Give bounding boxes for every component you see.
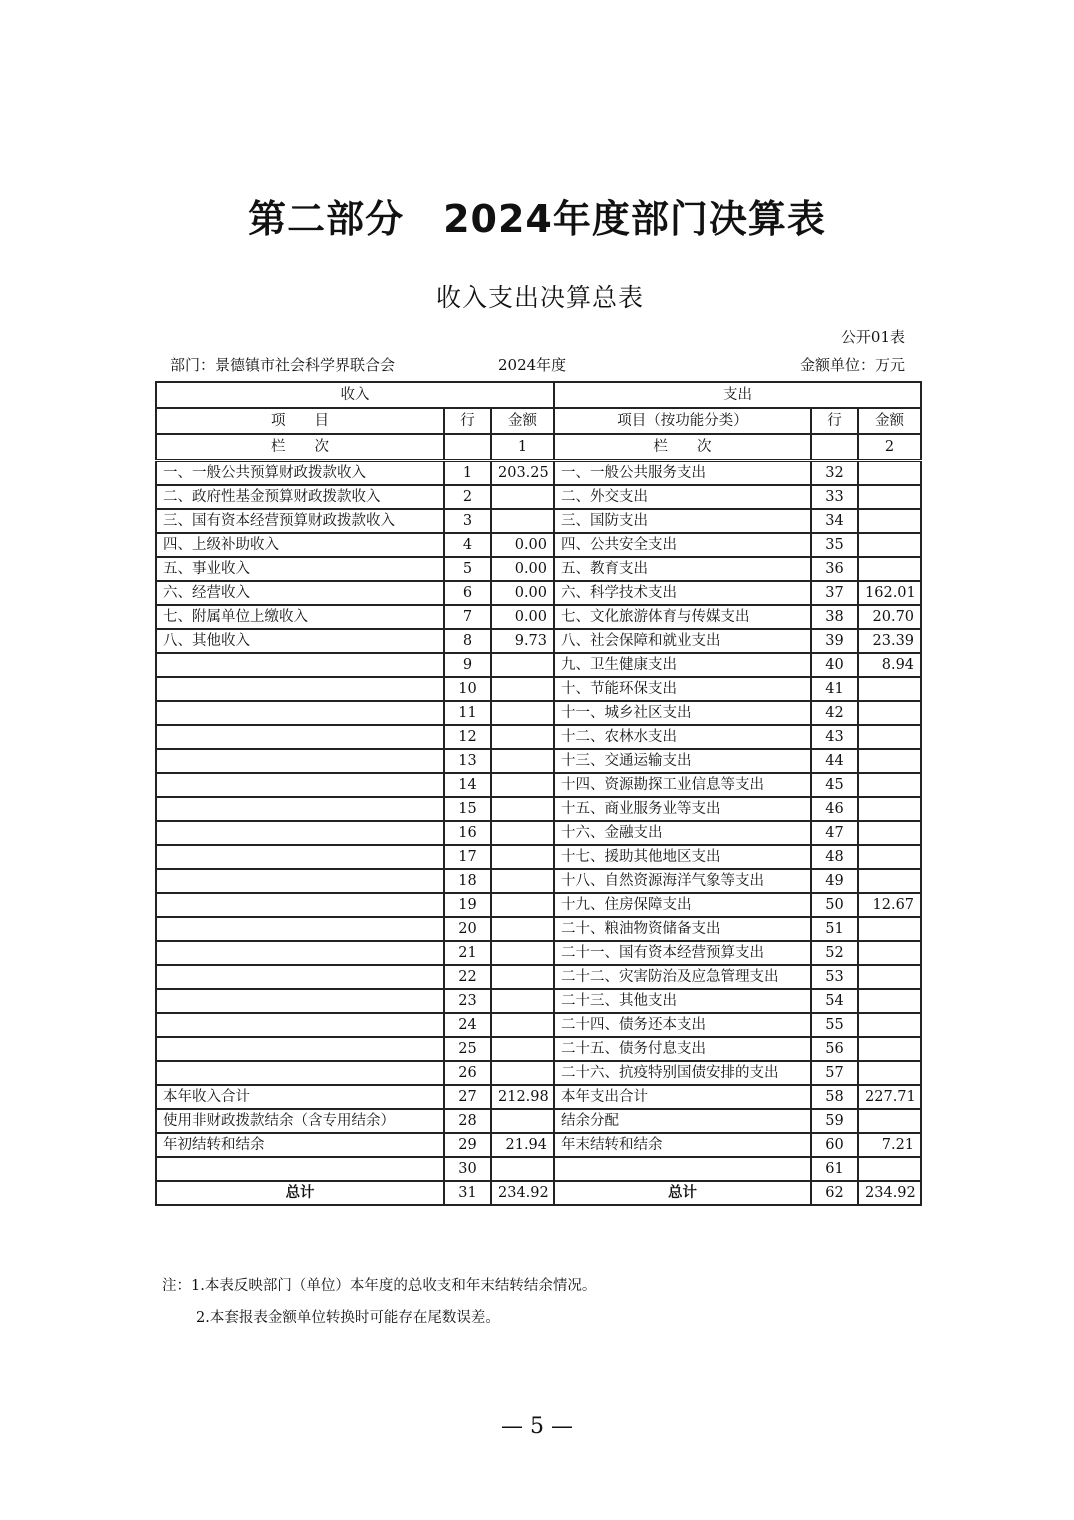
income-item-cell: 八、其他收入 bbox=[156, 629, 444, 653]
expense-item-cell: 二十三、其他支出 bbox=[554, 989, 811, 1013]
income-item-cell: 年初结转和结余 bbox=[156, 1133, 444, 1157]
expense-line-cell: 36 bbox=[811, 557, 858, 581]
unit-label: 金额单位：万元 bbox=[799, 356, 905, 374]
main-title: 第二部分 2024年度部门决算表 bbox=[248, 197, 826, 241]
expense-line-cell: 43 bbox=[811, 725, 858, 749]
table-row bbox=[156, 509, 921, 533]
expense-amount-cell bbox=[858, 773, 921, 797]
year-label: 2024年度 bbox=[498, 356, 567, 374]
table-row bbox=[156, 1109, 921, 1133]
income-line-cell: 21 bbox=[444, 941, 491, 965]
income-amount-cell: 203.25 bbox=[491, 461, 554, 486]
expense-line-cell: 57 bbox=[811, 1061, 858, 1085]
income-line-cell: 15 bbox=[444, 797, 491, 821]
meta-row bbox=[170, 354, 905, 376]
income-item-cell bbox=[156, 773, 444, 797]
expense-amount-cell bbox=[858, 725, 921, 749]
income-item-cell: 六、经营收入 bbox=[156, 581, 444, 605]
expense-amount-cell bbox=[858, 869, 921, 893]
income-expense-table bbox=[155, 381, 922, 1206]
expense-index-label: 栏 次 bbox=[554, 434, 811, 461]
table-row bbox=[156, 461, 921, 486]
expense-amount-cell bbox=[858, 1013, 921, 1037]
expense-amount-cell bbox=[858, 917, 921, 941]
table-row bbox=[156, 989, 921, 1013]
column-header-row bbox=[156, 408, 921, 434]
income-amount-cell bbox=[491, 821, 554, 845]
expense-amount-cell: 12.67 bbox=[858, 893, 921, 917]
income-item-cell bbox=[156, 917, 444, 941]
expense-amount-cell bbox=[858, 1037, 921, 1061]
income-item-cell: 二、政府性基金预算财政拨款收入 bbox=[156, 485, 444, 509]
income-line-cell: 2 bbox=[444, 485, 491, 509]
expense-line-cell: 38 bbox=[811, 605, 858, 629]
expense-amount-cell bbox=[858, 1061, 921, 1085]
income-line-cell: 9 bbox=[444, 653, 491, 677]
expense-item-cell: 二十四、债务还本支出 bbox=[554, 1013, 811, 1037]
income-item-cell bbox=[156, 725, 444, 749]
income-line-cell: 5 bbox=[444, 557, 491, 581]
table-row bbox=[156, 1037, 921, 1061]
income-index-amount: 1 bbox=[491, 434, 554, 461]
income-amount-cell bbox=[491, 797, 554, 821]
expense-item-cell: 一、一般公共服务支出 bbox=[554, 461, 811, 486]
income-line-cell: 8 bbox=[444, 629, 491, 653]
expense-line-cell: 44 bbox=[811, 749, 858, 773]
income-amount-cell: 21.94 bbox=[491, 1133, 554, 1157]
income-item-cell bbox=[156, 869, 444, 893]
expense-item-cell: 二十一、国有资本经营预算支出 bbox=[554, 941, 811, 965]
expense-item-cell: 六、科学技术支出 bbox=[554, 581, 811, 605]
expense-item-cell: 十、节能环保支出 bbox=[554, 677, 811, 701]
expense-amount-cell: 8.94 bbox=[858, 653, 921, 677]
expense-line-cell: 60 bbox=[811, 1133, 858, 1157]
income-line-cell: 11 bbox=[444, 701, 491, 725]
expense-amount-cell bbox=[858, 509, 921, 533]
table-row bbox=[156, 533, 921, 557]
table-row bbox=[156, 1013, 921, 1037]
expense-line-cell: 62 bbox=[811, 1181, 858, 1205]
income-amount-cell bbox=[491, 485, 554, 509]
column-index-row bbox=[156, 434, 921, 461]
expense-amount-cell bbox=[858, 677, 921, 701]
income-item-header: 项 目 bbox=[156, 408, 444, 434]
expense-item-cell: 二十、粮油物资储备支出 bbox=[554, 917, 811, 941]
expense-line-cell: 54 bbox=[811, 989, 858, 1013]
table-row bbox=[156, 725, 921, 749]
income-amount-cell bbox=[491, 941, 554, 965]
note-1: 注：1.本表反映部门（单位）本年度的总收支和年末结转结余情况。 bbox=[162, 1278, 597, 1294]
expense-amount-header: 金额 bbox=[858, 408, 921, 434]
income-line-cell: 16 bbox=[444, 821, 491, 845]
income-item-cell bbox=[156, 1061, 444, 1085]
income-item-cell: 总计 bbox=[156, 1181, 444, 1205]
income-item-cell bbox=[156, 653, 444, 677]
expense-item-cell: 二十六、抗疫特别国债安排的支出 bbox=[554, 1061, 811, 1085]
income-item-cell bbox=[156, 965, 444, 989]
income-group-header: 收入 bbox=[156, 382, 554, 408]
income-amount-cell: 0.00 bbox=[491, 581, 554, 605]
expense-line-cell: 40 bbox=[811, 653, 858, 677]
income-amount-cell: 0.00 bbox=[491, 557, 554, 581]
expense-amount-cell bbox=[858, 845, 921, 869]
table-row bbox=[156, 917, 921, 941]
expense-item-cell: 九、卫生健康支出 bbox=[554, 653, 811, 677]
income-line-cell: 24 bbox=[444, 1013, 491, 1037]
income-line-cell: 25 bbox=[444, 1037, 491, 1061]
expense-line-cell: 61 bbox=[811, 1157, 858, 1181]
expense-item-cell: 十三、交通运输支出 bbox=[554, 749, 811, 773]
income-line-cell: 4 bbox=[444, 533, 491, 557]
page-number: — 5 — bbox=[501, 1414, 573, 1439]
income-item-cell bbox=[156, 893, 444, 917]
income-line-cell: 20 bbox=[444, 917, 491, 941]
income-line-cell: 27 bbox=[444, 1085, 491, 1109]
table-row bbox=[156, 821, 921, 845]
income-line-cell: 29 bbox=[444, 1133, 491, 1157]
income-item-cell bbox=[156, 797, 444, 821]
expense-amount-cell bbox=[858, 557, 921, 581]
income-line-cell: 19 bbox=[444, 893, 491, 917]
income-amount-cell bbox=[491, 1109, 554, 1133]
income-line-cell: 31 bbox=[444, 1181, 491, 1205]
expense-line-cell: 41 bbox=[811, 677, 858, 701]
income-item-cell bbox=[156, 1157, 444, 1181]
expense-amount-cell bbox=[858, 797, 921, 821]
expense-amount-cell bbox=[858, 701, 921, 725]
income-amount-cell bbox=[491, 749, 554, 773]
income-line-cell: 22 bbox=[444, 965, 491, 989]
expense-amount-cell: 20.70 bbox=[858, 605, 921, 629]
income-item-cell: 使用非财政拨款结余（含专用结余） bbox=[156, 1109, 444, 1133]
income-item-cell: 三、国有资本经营预算财政拨款收入 bbox=[156, 509, 444, 533]
table-row bbox=[156, 965, 921, 989]
expense-line-cell: 55 bbox=[811, 1013, 858, 1037]
table-row bbox=[156, 797, 921, 821]
total-row bbox=[156, 1181, 921, 1205]
expense-item-cell bbox=[554, 1157, 811, 1181]
table-row bbox=[156, 1085, 921, 1109]
expense-amount-cell bbox=[858, 821, 921, 845]
expense-line-cell: 47 bbox=[811, 821, 858, 845]
income-item-cell bbox=[156, 701, 444, 725]
income-amount-cell bbox=[491, 1013, 554, 1037]
income-line-cell: 14 bbox=[444, 773, 491, 797]
income-item-cell: 一、一般公共预算财政拨款收入 bbox=[156, 461, 444, 486]
expense-item-cell: 总计 bbox=[554, 1181, 811, 1205]
expense-amount-cell: 227.71 bbox=[858, 1085, 921, 1109]
expense-item-cell: 二、外交支出 bbox=[554, 485, 811, 509]
income-amount-cell bbox=[491, 725, 554, 749]
expense-amount-cell bbox=[858, 749, 921, 773]
expense-item-cell: 十四、资源勘探工业信息等支出 bbox=[554, 773, 811, 797]
expense-item-cell: 三、国防支出 bbox=[554, 509, 811, 533]
income-line-cell: 17 bbox=[444, 845, 491, 869]
income-line-cell: 10 bbox=[444, 677, 491, 701]
income-amount-cell bbox=[491, 677, 554, 701]
income-amount-cell bbox=[491, 989, 554, 1013]
income-amount-cell bbox=[491, 509, 554, 533]
expense-amount-cell bbox=[858, 989, 921, 1013]
table-row bbox=[156, 605, 921, 629]
income-amount-cell: 234.92 bbox=[491, 1181, 554, 1205]
expense-line-cell: 39 bbox=[811, 629, 858, 653]
expense-line-header: 行 bbox=[811, 408, 858, 434]
expense-item-cell: 八、社会保障和就业支出 bbox=[554, 629, 811, 653]
expense-amount-cell bbox=[858, 533, 921, 557]
table-row bbox=[156, 749, 921, 773]
expense-line-cell: 56 bbox=[811, 1037, 858, 1061]
income-line-cell: 7 bbox=[444, 605, 491, 629]
income-item-cell: 四、上级补助收入 bbox=[156, 533, 444, 557]
income-item-cell: 七、附属单位上缴收入 bbox=[156, 605, 444, 629]
income-amount-cell bbox=[491, 701, 554, 725]
table-row bbox=[156, 893, 921, 917]
income-amount-cell bbox=[491, 1157, 554, 1181]
income-amount-cell bbox=[491, 653, 554, 677]
expense-item-cell: 十一、城乡社区支出 bbox=[554, 701, 811, 725]
note-2: 2.本套报表金额单位转换时可能存在尾数误差。 bbox=[196, 1310, 500, 1326]
income-item-cell bbox=[156, 749, 444, 773]
income-line-cell: 30 bbox=[444, 1157, 491, 1181]
expense-item-cell: 十五、商业服务业等支出 bbox=[554, 797, 811, 821]
income-index-line bbox=[444, 434, 491, 461]
income-amount-cell bbox=[491, 773, 554, 797]
income-item-cell bbox=[156, 941, 444, 965]
table-row bbox=[156, 701, 921, 725]
income-line-cell: 28 bbox=[444, 1109, 491, 1133]
income-amount-cell: 9.73 bbox=[491, 629, 554, 653]
sub-title: 收入支出决算总表 bbox=[435, 283, 644, 312]
notes bbox=[162, 1276, 596, 1340]
table-row bbox=[156, 1157, 921, 1181]
expense-amount-cell bbox=[858, 461, 921, 486]
expense-item-cell: 年末结转和结余 bbox=[554, 1133, 811, 1157]
expense-item-cell: 本年支出合计 bbox=[554, 1085, 811, 1109]
table-row bbox=[156, 773, 921, 797]
expense-amount-cell bbox=[858, 965, 921, 989]
income-amount-cell bbox=[491, 965, 554, 989]
expense-line-cell: 59 bbox=[811, 1109, 858, 1133]
income-index-label: 栏 次 bbox=[156, 434, 444, 461]
income-item-cell: 五、事业收入 bbox=[156, 557, 444, 581]
table-row bbox=[156, 485, 921, 509]
expense-line-cell: 49 bbox=[811, 869, 858, 893]
department-label: 部门：景德镇市社会科学界联合会 bbox=[170, 356, 396, 374]
expense-line-cell: 48 bbox=[811, 845, 858, 869]
income-amount-cell bbox=[491, 1037, 554, 1061]
income-item-cell bbox=[156, 989, 444, 1013]
expense-index-line bbox=[811, 434, 858, 461]
expense-line-cell: 37 bbox=[811, 581, 858, 605]
income-item-cell bbox=[156, 1037, 444, 1061]
expense-item-cell: 二十五、债务付息支出 bbox=[554, 1037, 811, 1061]
expense-line-cell: 50 bbox=[811, 893, 858, 917]
table-row bbox=[156, 869, 921, 893]
income-line-cell: 26 bbox=[444, 1061, 491, 1085]
expense-line-cell: 32 bbox=[811, 461, 858, 486]
income-line-cell: 3 bbox=[444, 509, 491, 533]
table-row bbox=[156, 677, 921, 701]
table-row bbox=[156, 581, 921, 605]
income-amount-cell bbox=[491, 869, 554, 893]
form-code: 公开01表 bbox=[840, 328, 905, 346]
expense-group-header: 支出 bbox=[554, 382, 921, 408]
table-row bbox=[156, 1061, 921, 1085]
expense-item-cell: 十九、住房保障支出 bbox=[554, 893, 811, 917]
income-line-cell: 23 bbox=[444, 989, 491, 1013]
expense-amount-cell: 234.92 bbox=[858, 1181, 921, 1205]
expense-line-cell: 33 bbox=[811, 485, 858, 509]
table-row bbox=[156, 653, 921, 677]
income-line-cell: 6 bbox=[444, 581, 491, 605]
income-amount-cell: 0.00 bbox=[491, 533, 554, 557]
expense-amount-cell: 162.01 bbox=[858, 581, 921, 605]
expense-line-cell: 42 bbox=[811, 701, 858, 725]
table-row bbox=[156, 629, 921, 653]
expense-line-cell: 53 bbox=[811, 965, 858, 989]
expense-amount-cell bbox=[858, 1109, 921, 1133]
table-row bbox=[156, 1133, 921, 1157]
table-row bbox=[156, 845, 921, 869]
income-item-cell: 本年收入合计 bbox=[156, 1085, 444, 1109]
expense-line-cell: 34 bbox=[811, 509, 858, 533]
expense-line-cell: 58 bbox=[811, 1085, 858, 1109]
income-line-header: 行 bbox=[444, 408, 491, 434]
expense-index-amount: 2 bbox=[858, 434, 921, 461]
income-line-cell: 12 bbox=[444, 725, 491, 749]
expense-item-cell: 五、教育支出 bbox=[554, 557, 811, 581]
income-item-cell bbox=[156, 845, 444, 869]
income-line-cell: 1 bbox=[444, 461, 491, 486]
expense-item-cell: 十二、农林水支出 bbox=[554, 725, 811, 749]
income-amount-cell bbox=[491, 917, 554, 941]
expense-item-cell: 七、文化旅游体育与传媒支出 bbox=[554, 605, 811, 629]
expense-line-cell: 46 bbox=[811, 797, 858, 821]
expense-amount-cell bbox=[858, 941, 921, 965]
expense-amount-cell bbox=[858, 485, 921, 509]
expense-amount-cell: 23.39 bbox=[858, 629, 921, 653]
table-row bbox=[156, 941, 921, 965]
expense-item-cell: 十六、金融支出 bbox=[554, 821, 811, 845]
expense-item-cell: 十七、援助其他地区支出 bbox=[554, 845, 811, 869]
income-item-cell bbox=[156, 821, 444, 845]
income-line-cell: 18 bbox=[444, 869, 491, 893]
income-line-cell: 13 bbox=[444, 749, 491, 773]
expense-line-cell: 45 bbox=[811, 773, 858, 797]
expense-amount-cell bbox=[858, 1157, 921, 1181]
income-item-cell bbox=[156, 677, 444, 701]
expense-line-cell: 52 bbox=[811, 941, 858, 965]
expense-amount-cell: 7.21 bbox=[858, 1133, 921, 1157]
income-amount-header: 金额 bbox=[491, 408, 554, 434]
income-amount-cell bbox=[491, 893, 554, 917]
expense-line-cell: 51 bbox=[811, 917, 858, 941]
expense-item-header: 项目（按功能分类） bbox=[554, 408, 811, 434]
group-header-row bbox=[156, 382, 921, 408]
income-item-cell bbox=[156, 1013, 444, 1037]
expense-item-cell: 二十二、灾害防治及应急管理支出 bbox=[554, 965, 811, 989]
expense-item-cell: 四、公共安全支出 bbox=[554, 533, 811, 557]
expense-item-cell: 结余分配 bbox=[554, 1109, 811, 1133]
income-amount-cell bbox=[491, 1061, 554, 1085]
income-amount-cell: 0.00 bbox=[491, 605, 554, 629]
expense-line-cell: 35 bbox=[811, 533, 858, 557]
expense-item-cell: 十八、自然资源海洋气象等支出 bbox=[554, 869, 811, 893]
table-row bbox=[156, 557, 921, 581]
income-amount-cell: 212.98 bbox=[491, 1085, 554, 1109]
income-amount-cell bbox=[491, 845, 554, 869]
